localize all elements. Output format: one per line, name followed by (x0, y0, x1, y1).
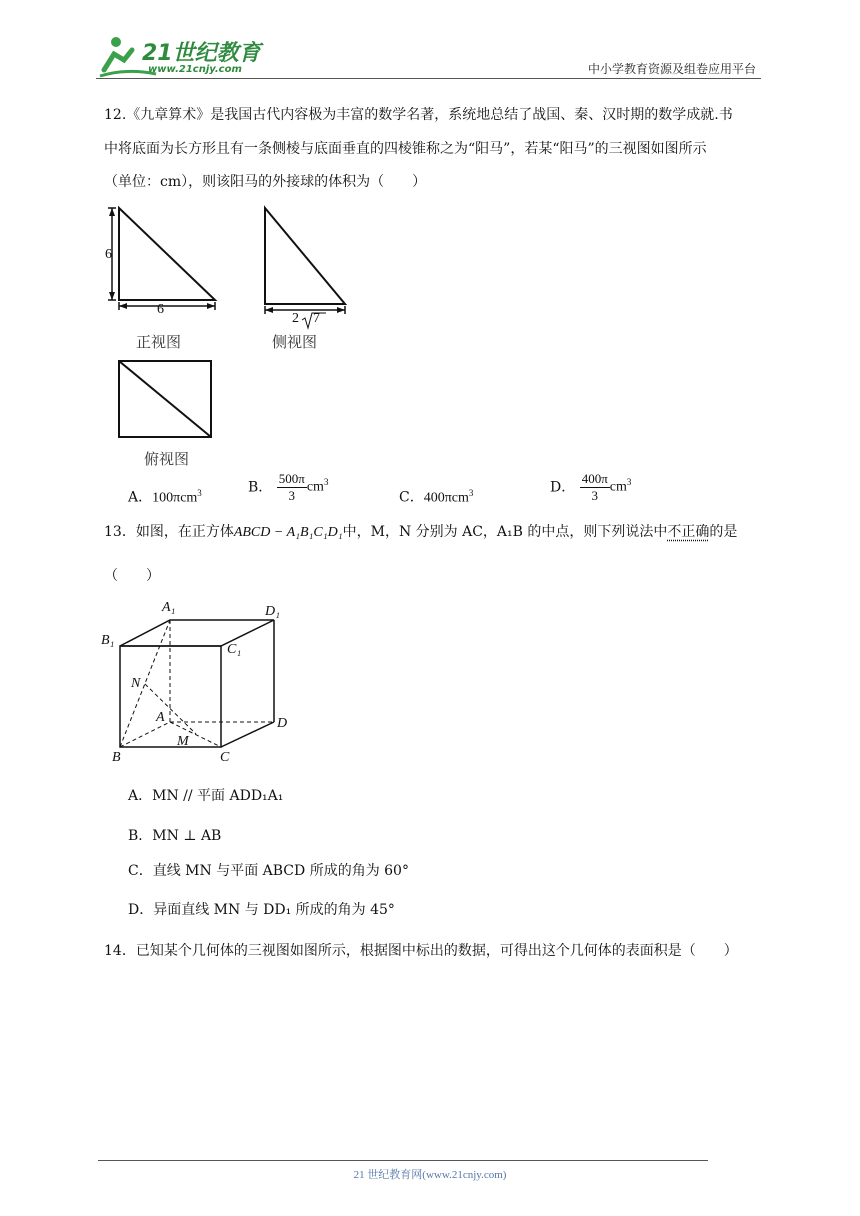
q13-option-a[interactable]: A．MN // 平面 ADD₁A₁ (128, 788, 284, 804)
front-view-triangle (119, 208, 215, 300)
top-view-caption: 俯视图 (144, 450, 190, 468)
point-n-label: N (131, 676, 141, 691)
q14-stem: 14．已知某个几何体的三视图如图所示，根据图中标出的数据，可得出这个几何体的表面积是（ ） (104, 943, 738, 959)
logo-text: 21世纪教育 (142, 41, 261, 66)
front-view-height-label: 6 (105, 247, 112, 262)
footer-text: 21 世纪教育网(www.21cnjy.com) (353, 1169, 507, 1181)
vertex-c-label: C (220, 750, 230, 765)
front-view-caption: 正视图 (136, 333, 182, 351)
front-view-width-label: 6 (157, 302, 164, 317)
q13-option-b[interactable]: B．MN ⊥ AB (128, 828, 222, 844)
vertex-d-label: D (277, 716, 288, 731)
q12-line2: 中将底面为长方形且有一条侧棱与底面垂直的四棱锥称之为“阳马”，若某“阳马”的三视图如图所示 (104, 141, 707, 157)
logo-url: www.21cnjy.com (148, 64, 242, 75)
q13-option-d[interactable]: D．异面直线 MN 与 DD₁ 所成的角为 45° (128, 902, 395, 918)
header-logo (96, 32, 266, 80)
side-view-caption: 侧视图 (272, 333, 318, 351)
vertex-a-label: A (156, 710, 165, 725)
q13-stem: 13．如图，在正方体ABCD − A₁B₁C₁D₁中，M，N 分别为 AC，A₁B 的中点，则下列说法中不正确的是 (104, 524, 738, 540)
point-m-label: M (177, 734, 189, 749)
q12-line1: 12.《九章算术》是我国古代内容极为丰富的数学名著，系统地总结了战国、秦、汉时期的数学成就.书 (104, 107, 733, 123)
header-right-title: 中小学教育资源及组卷应用平台 (587, 62, 756, 76)
q13-paren: （ ） (104, 568, 160, 584)
q12-option-b[interactable]: B． $\frac{500\pi}{3}$ $cm^3$ (248, 471, 329, 503)
vertex-c1-label: C₁ (227, 642, 242, 657)
side-view-triangle (265, 208, 345, 304)
side-view-width-radicand: 7 (313, 311, 320, 326)
q12-line3: （单位：cm），则该阳马的外接球的体积为（ ） (104, 174, 427, 190)
q13-cube-figure (100, 600, 300, 770)
vertex-b-label: B (112, 750, 121, 765)
vertex-a1-label: A₁ (162, 600, 176, 615)
vertex-d1-label: D₁ (265, 604, 280, 619)
vertex-b1-label: B₁ (101, 633, 115, 648)
q12-option-d[interactable]: D． $\frac{400\pi}{3}$ $cm^3$ (550, 471, 632, 503)
footer-divider (98, 1160, 708, 1161)
q12-option-c[interactable]: C．400πcm$^3$ (399, 488, 474, 506)
header-divider (96, 78, 761, 79)
q13-option-c[interactable]: C．直线 MN 与平面 ABCD 所成的角为 60° (128, 863, 409, 879)
q12-option-a[interactable]: A．100πcm$^3$ (128, 488, 202, 506)
side-view-width-coef: 2 (292, 311, 299, 326)
